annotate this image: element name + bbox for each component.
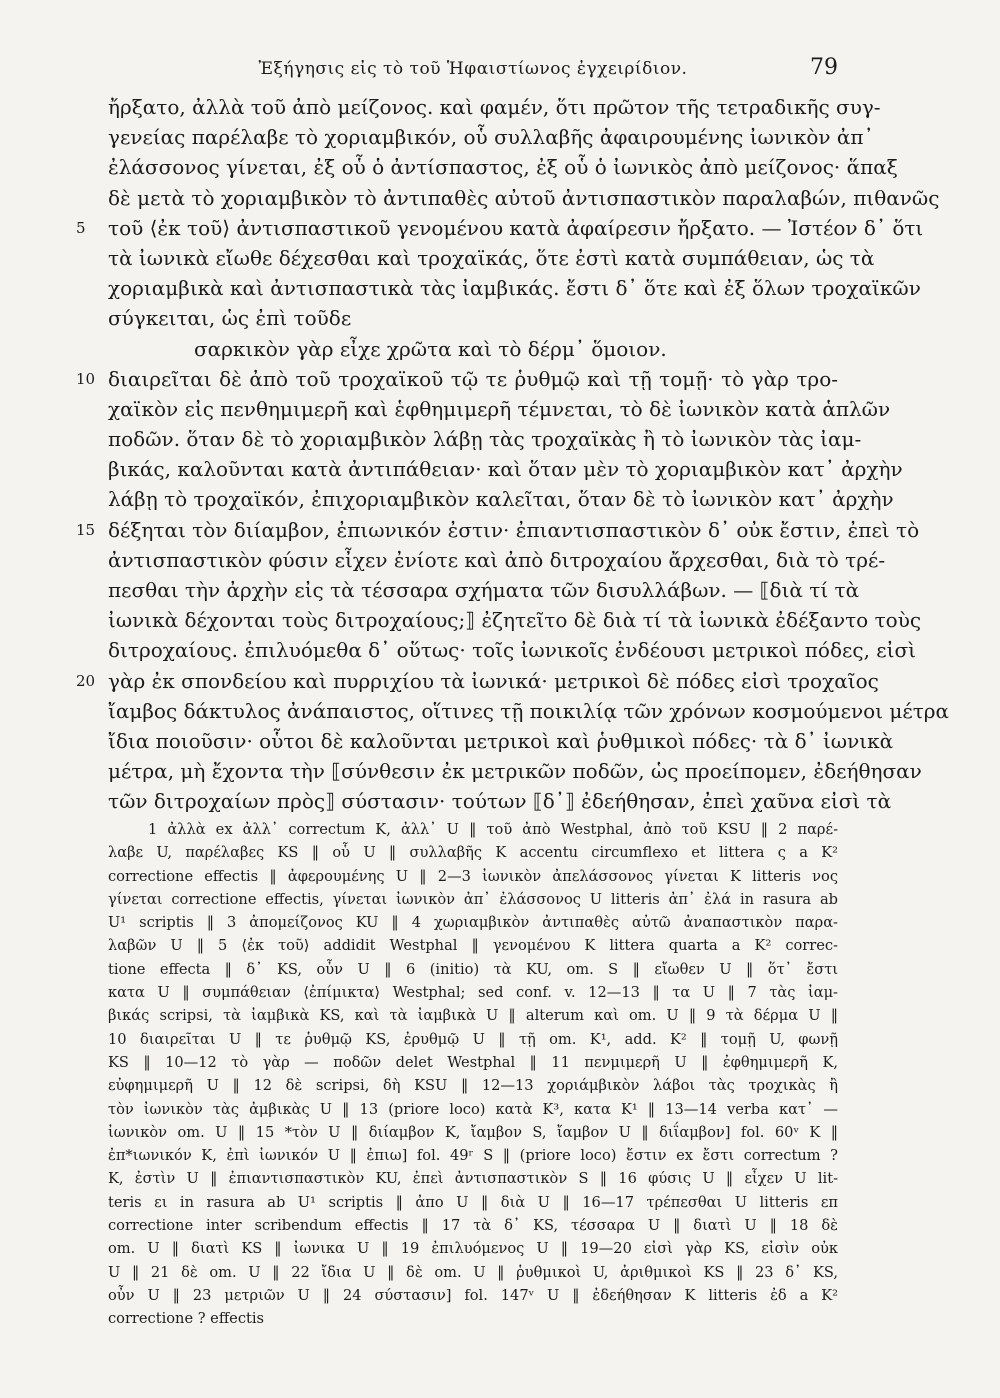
text-line [108, 122, 874, 152]
line-text: διαιρεῖται δὲ ἀπὸ τοῦ τροχαϊκοῦ τῷ τε ῥυθμῷ καὶ τῇ τομῇ· τὸ γὰρ τρο- [108, 366, 838, 391]
apparatus-line: οὖν U ‖ 23 μετριῶν U ‖ 24 σύστασιν] fol. 147ᵛ U ‖ ἐδεήθησαν K litteris ἐδ a K² [108, 1286, 838, 1304]
text-line [108, 635, 916, 665]
line-number: 5 [76, 218, 86, 237]
apparatus-line: τὸν ἰωνικὸν τὰς ἀμβικὰς U ‖ 13 (priore loco) κατὰ K³, κατα K¹ ‖ 13—14 verba κατ᾿ — [108, 1100, 838, 1118]
text-line [108, 756, 922, 786]
line-text: πεσθαι τὴν ἀρχὴν εἰς τὰ τέσσαρα σχήματα τῶν δισυλλάβων. — ⟦διὰ τί τὰ [108, 578, 860, 602]
line-text: τοῦ ⟨ἐκ τοῦ⟩ ἀντισπαστικοῦ γενομένου κατὰ ἀφαίρεσιν ἤρξατο. — Ἰστέον δ᾿ ὅτι [108, 215, 924, 240]
line-text: σαρκικὸν γὰρ εἶχε χρῶτα καὶ τὸ δέρμ᾿ ὅμοιον. [194, 336, 667, 361]
line-text: βικάς, καλοῦνται κατὰ ἀντιπάθειαν· καὶ ὅταν μὲν τὸ χοριαμβικὸν κατ᾿ ἀρχὴν [108, 457, 903, 482]
text-line [108, 696, 950, 726]
apparatus-line: λαβε U, παρέλαβες KS ‖ οὗ U ‖ συλλαβῆς K accentu circumflexo et littera ς a K² [108, 844, 838, 862]
line-text: διτροχαίους. ἐπιλυόμεθα δ᾿ οὕτως· τοῖς ἰωνικοῖς ἐνδέουσι μετρικοὶ πόδες, εἰσὶ [108, 638, 916, 663]
text-line [108, 545, 886, 575]
text-line [108, 786, 892, 816]
text-line [108, 273, 921, 303]
apparatus-line: 1 ἀλλὰ ex ἀλλ᾿ correctum K, ἀλλ᾿ U ‖ τοῦ ἀπὸ Westphal, ἀπὸ τοῦ KSU ‖ 2 παρέ- [148, 821, 838, 838]
line-text: μέτρα, μὴ ἔχοντα τὴν ⟦σύνθεσιν ἐκ μετρικῶν ποδῶν, ὡς προείπομεν, ἐδεήθησαν [108, 759, 922, 784]
text-line [108, 605, 922, 635]
running-title: Ἐξήγησις εἰς τὸ τοῦ Ἡφαιστίωνος ἐγχειρίδιον. [258, 59, 688, 79]
line-text: χαϊκὸν εἰς πενθημιμερῆ καὶ ἑφθημιμερῆ τέμνεται, τὸ δὲ ἰωνικὸν κατὰ ἁπλῶν [108, 396, 891, 421]
apparatus-line: K, ἐστὶν U ‖ ἐπιαντισπαστικὸν KU, ἐπεὶ ἀντισπαστικὸν S ‖ 16 φύσις U ‖ εἶχεν U lit- [108, 1170, 838, 1188]
line-text: δὲ μετὰ τὸ χοριαμβικὸν τὸ ἀντιπαθὲς αὐτοῦ ἀντισπαστικὸν παραλαβών, πιθανῶς [108, 185, 940, 210]
apparatus-line: εὐφημιμερῆ U ‖ 12 δὲ scripsi, δὴ KSU ‖ 12—13 χοριάμβικὸν λάβοι τὰς τροχικὰς ἢ [108, 1077, 838, 1095]
critical-apparatus [108, 818, 838, 1331]
text-line [108, 484, 894, 514]
text-line [76, 364, 838, 394]
apparatus-line: λαβῶν U ‖ 5 ⟨ἐκ τοῦ⟩ addidit Westphal ‖ γενομένου K littera quarta a K² correc- [108, 937, 838, 955]
apparatus-line: correctione inter scribendum effectis ‖ 17 τὰ δ᾿ KS, τέσσαρα U ‖ διατὶ U ‖ 18 δὲ [108, 1217, 838, 1235]
text-line [108, 152, 898, 182]
apparatus-line: om. U ‖ διατὶ KS ‖ ἰωνικα U ‖ 19 ἐπιλυόμενος U ‖ 19—20 εἰσὶ γὰρ KS, εἰσὶν οὐκ [108, 1240, 838, 1258]
apparatus-line: teris ει in rasura ab U¹ scriptis ‖ ἀπο U ‖ διὰ U ‖ 16—17 τρέπεσθαι U litteris επ [108, 1193, 838, 1211]
line-text: ποδῶν. ὅταν δὲ τὸ χοριαμβικὸν λάβῃ τὰς τροχαϊκὰς ἢ τὸ ἰωνικὸν τὰς ἰαμ- [108, 427, 862, 452]
apparatus-line: KS ‖ 10—12 τὸ γὰρ — ποδῶν delet Westphal ‖ 11 πενμιμερῆ U ‖ ἐφθημιμερῆ K, [108, 1053, 838, 1071]
line-text: γὰρ ἐκ σπονδείου καὶ πυρριχίου τὰ ἰωνικά· μετρικοὶ δὲ πόδες εἰσὶ τροχαῖος [108, 668, 879, 693]
text-line [108, 424, 862, 454]
line-text: ἤρξατο, ἀλλὰ τοῦ ἀπὸ μείζονος. καὶ φαμέν, ὅτι πρῶτον τῆς τετραδικῆς συγ- [108, 95, 881, 119]
apparatus-line: βικάς scripsi, τὰ ἰαμβικὰ KS, καὶ τὰ ἰαμβικὰ U ‖ alterum καὶ om. U ‖ 9 τὰ δέρμα U ‖ [108, 1007, 838, 1025]
apparatus-line: U¹ scriptis ‖ 3 ἀπομείζονος KU ‖ 4 χωριαμβικὸν ἀντιπαθὲς αὐτῶ ἀναπαστικὸν παρα- [108, 914, 838, 932]
text-line [76, 666, 879, 696]
apparatus-line: ἐπ*ιωνικόν K, ἐπὶ ἰωνικόν U ‖ ἐπιω] fol. 49ʳ S ‖ (priore loco) ἔστιν ex ἔστι correctum ? [108, 1147, 838, 1165]
apparatus-line: correctione effectis ‖ ἀφερουμένης U ‖ 2—3 ἰωνικὸν ἀπελάσσονος γίνεται K litteris νος [108, 867, 838, 885]
line-text: γενείας παρέλαβε τὸ χοριαμβικόν, οὗ συλλαβῆς ἀφαιρουμένης ἰωνικὸν ἀπ᾿ [108, 125, 874, 150]
text-line [76, 213, 924, 243]
running-head [108, 55, 838, 85]
line-text: ἰωνικὰ δέχονται τοὺς διτροχαίους;⟧ ἐζητεῖτο δὲ διὰ τί τὰ ἰωνικὰ ἐδέξαντο τοὺς [108, 608, 922, 633]
verse-line [108, 334, 838, 364]
text-line [108, 454, 903, 484]
text-line [76, 515, 920, 545]
text-line [108, 303, 838, 333]
text-line [108, 243, 875, 273]
text-line [108, 575, 860, 605]
line-text: ἀντισπαστικὸν φύσιν εἶχεν ἐνίοτε καὶ ἀπὸ διτροχαίου ἄρχεσθαι, διὰ τὸ τρέ- [108, 547, 886, 572]
apparatus-line: U ‖ 21 δὲ om. U ‖ 22 ἴδια U ‖ δὲ om. U ‖ ῥυθμικοὶ U, ἀριθμικοὶ KS ‖ 23 δ᾿ KS, [108, 1263, 838, 1281]
line-text: τὰ ἰωνικὰ εἴωθε δέχεσθαι καὶ τροχαϊκάς, ὅτε ἐστὶ κατὰ συμπάθειαν, ὡς τὰ [108, 245, 875, 270]
line-text: ἐλάσσονος γίνεται, ἐξ οὗ ὁ ἀντίσπαστος, ἐξ οὗ ὁ ἰωνικὸς ἀπὸ μείζονος· ἅπαξ [108, 155, 898, 180]
text-line [108, 183, 940, 213]
apparatus-line: ἰωνικὸν om. U ‖ 15 *τὸν U ‖ διίαμβον K, ἴαμβον S, ἴαμβον U ‖ διΐαμβον] fol. 60ᵛ K ‖ [108, 1123, 838, 1141]
line-number: 15 [76, 520, 96, 539]
apparatus-line: κατα U ‖ συμπάθειαν ⟨ἐπίμικτα⟩ Westphal; sed conf. v. 12—13 ‖ τα U ‖ 7 τὰς ἰαμ- [108, 984, 838, 1002]
text-line [108, 394, 891, 424]
line-text: ἴαμβος δάκτυλος ἀνάπαιστος, οἵτινες τῇ ποικιλίᾳ τῶν χρόνων κοσμούμενοι μέτρα [108, 698, 950, 723]
apparatus-line: correctione ? effectis [108, 1310, 265, 1328]
line-text: χοριαμβικὰ καὶ ἀντισπαστικὰ τὰς ἰαμβικάς. ἔστι δ᾿ ὅτε καὶ ἐξ ὅλων τροχαϊκῶν [108, 276, 921, 301]
apparatus-line: 10 διαιρεῖται U ‖ τε ῥυθμῷ KS, ἐρυθμῷ U ‖ τῇ om. K¹, add. K² ‖ τομῇ U, φωνῇ [108, 1030, 838, 1048]
apparatus-line: tione effecta ‖ δ᾿ KS, οὖν U ‖ 6 (initio) τὰ KU, om. S ‖ εἴωθεν U ‖ ὅτ᾿ ἔστι [108, 960, 838, 978]
text-line [108, 726, 894, 756]
apparatus-line: γίνεται correctione effectis, γίνεται ἰωνικὸν ἀπ᾿ ἐλάσσονος U litteris ἀπ᾿ ἐλά in rasura ab [108, 890, 838, 908]
text-line [108, 92, 881, 122]
line-text: τῶν διτροχαίων πρὸς⟧ σύστασιν· τούτων ⟦δ᾿⟧ ἐδεήθησαν, ἐπεὶ χαῦνα εἰσὶ τὰ [108, 789, 892, 814]
line-number: 10 [76, 369, 96, 388]
page-number: 79 [810, 55, 838, 80]
main-text [76, 92, 950, 817]
line-text: ἴδια ποιοῦσιν· οὗτοι δὲ καλοῦνται μετρικοὶ καὶ ῥυθμικοὶ πόδες· τὰ δ᾿ ἰωνικὰ [108, 728, 894, 753]
line-text: δέξηται τὸν διίαμβον, ἐπιωνικόν ἐστιν· ἐπιαντισπαστικὸν δ᾿ οὐκ ἔστιν, ἐπεὶ τὸ [108, 517, 920, 542]
line-text: σύγκειται, ὡς ἐπὶ τοῦδε [108, 306, 352, 331]
line-number: 20 [76, 671, 96, 690]
line-text: λάβῃ τὸ τροχαϊκόν, ἐπιχοριαμβικὸν καλεῖται, ὅταν δὲ τὸ ἰωνικὸν κατ᾿ ἀρχὴν [108, 487, 894, 512]
